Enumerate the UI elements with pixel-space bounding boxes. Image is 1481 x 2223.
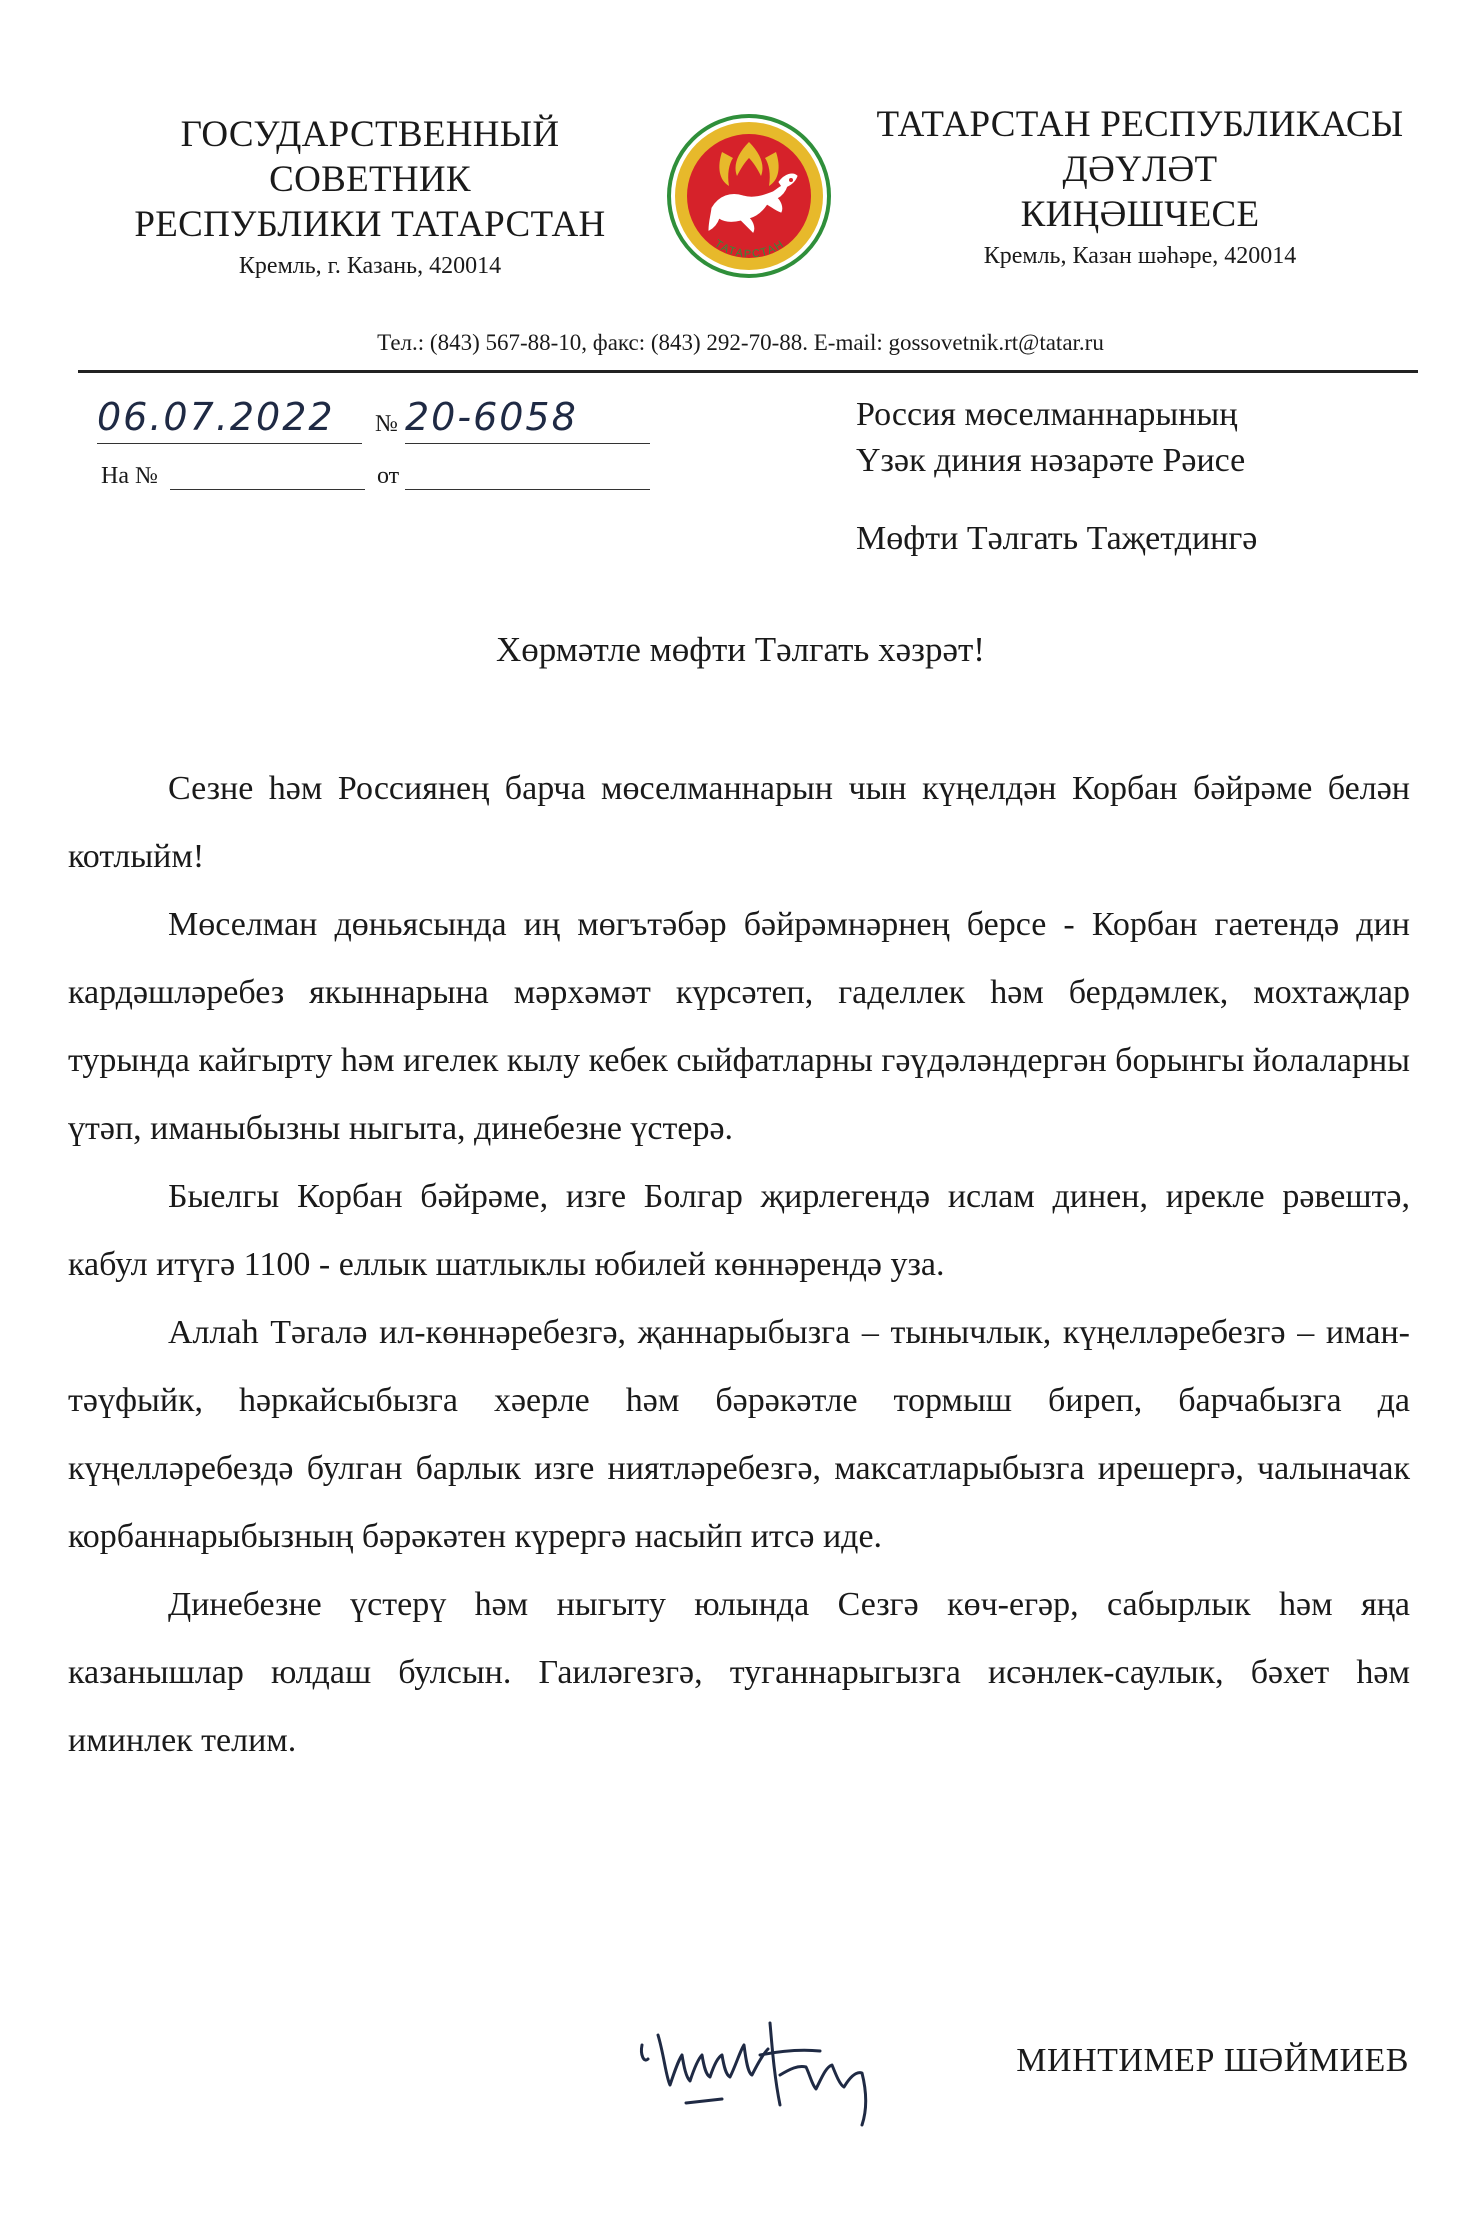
body-paragraph: Динебезне үстерү һәм ныгыту юлында Сезгә көч-егәр, сабырлык һәм яңа казанышлар юлдаш булсын. Гаиләгезгә, туганнарыгызга исәнлек-саулык, бәхет һәм иминлек телим. — [68, 1586, 1410, 1759]
letterhead-right-address: Кремль, Казан шәһәре, 420014 — [983, 243, 1297, 270]
emblem-text: ТАТАРСТАН — [712, 237, 787, 261]
body-paragraph: Мөселман дөньясында иң мөгътәбәр бәйрәмнәрнең берсе - Корбан гаетендә дин кардәшләребез якыннарына мәрхәмәт күрсәтеп, гаделлек һәм бердәмлек, мохтаҗлар турында кайгырту һәм игелек кылу кебек сыйфатларны гәүдәләндергән борынгы йолаларны үтәп, иманыбызны ныгыта, динебезне үстерә. — [68, 906, 1411, 1147]
letter-body — [68, 755, 1410, 1775]
letterhead-right-line3: КИҢӘШЧЕСЕ — [1020, 194, 1260, 236]
letterhead-right-line1: ТАТАРСТАН РЕСПУБЛИКАСЫ — [876, 104, 1404, 145]
incoming-date-label: от — [377, 463, 400, 489]
letterhead-left-line1: ГОСУДАРСТВЕННЫЙ — [180, 114, 560, 155]
letterhead-left-line3: РЕСПУБЛИКИ ТАТАРСТАН — [134, 204, 606, 246]
tatarstan-emblem-icon — [667, 112, 832, 280]
letterhead-right-line2: ДӘҮЛӘТ — [1062, 149, 1218, 191]
recipient-line1: Россия мөселманнарының — [856, 396, 1238, 433]
recipient-line2: Үзәк диния нәзарәте Рәисе — [856, 441, 1246, 479]
body-paragraph: Сезне һәм Россиянең барча мөселманнарын чын күңелдән Корбан бәйрәме белән котлыйм! — [68, 770, 1410, 875]
letterhead-divider — [78, 370, 1418, 373]
outgoing-number: 20-6058 — [405, 395, 650, 444]
body-paragraph: Аллаһ Тәгалә ил-көннәребезгә, җаннарыбызга – тынычлык, күңелләребезгә – иман-тәүфыйк, һәркайсыбызга хәерле һәм бәрәкәтле тормыш биреп, барчабызга да күңелләребездә булган барлык изге ниятләребезгә, максатларыбызга ирешергә, чалыначак корбаннарыбызның бәрәкәтен күрергә насыйп итсә иде. — [68, 1314, 1410, 1555]
greeting: Хөрмәтле мөфти Тәлгать хәзрәт! — [496, 630, 985, 669]
incoming-number-blank — [170, 489, 365, 490]
recipient-block — [856, 392, 1257, 562]
letterhead-right — [860, 102, 1420, 276]
signer-name: МИНТИМЕР ШӘЙМИЕВ — [1016, 2042, 1409, 2079]
outgoing-date: 06.07.2022 — [97, 395, 362, 444]
letterhead-left-line2: СОВЕТНИК — [269, 159, 471, 201]
handwritten-signature-icon — [630, 2015, 930, 2135]
recipient-line3: Мөфти Тәлгать Таҗетдингә — [856, 519, 1258, 557]
letterhead-left — [110, 112, 630, 286]
incoming-number-label: На № — [101, 463, 158, 489]
contact-line: Тел.: (843) 567-88-10, факс: (843) 292-70-88. E-mail: gossovetnik.rt@tatar.ru — [377, 330, 1104, 355]
number-label: № — [375, 411, 398, 437]
reference-block — [95, 395, 655, 505]
body-paragraph: Быелгы Корбан бәйрәме, изге Болгар җирлегендә ислам динен, ирекле рәвештә, кабул итүгә 1100 - еллык шатлыклы юбилей көннәрендә уза. — [68, 1178, 1410, 1283]
incoming-date-blank — [405, 489, 650, 490]
letterhead-left-address: Кремль, г. Казань, 420014 — [238, 253, 502, 280]
